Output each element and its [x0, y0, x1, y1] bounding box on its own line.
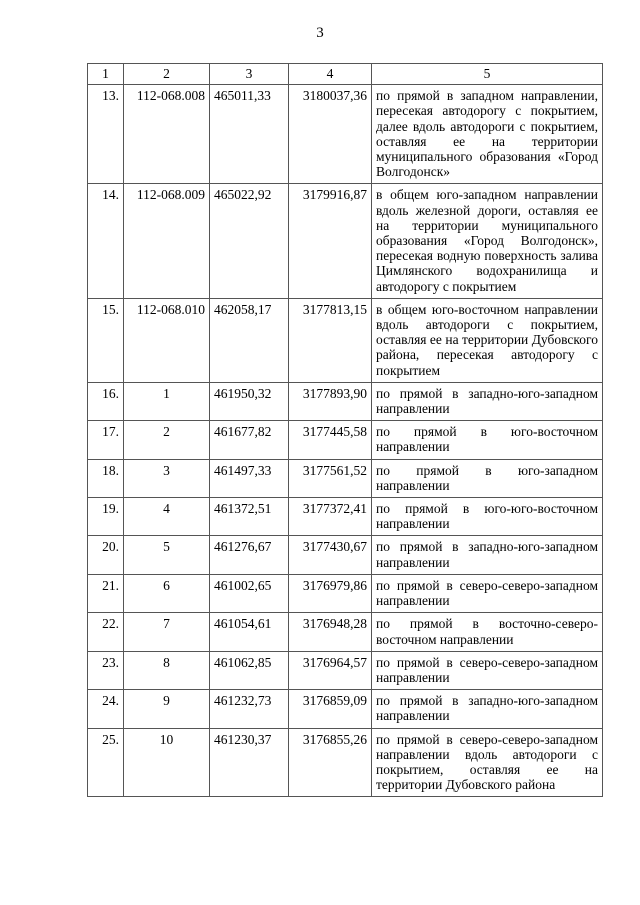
column-header: 3 — [210, 64, 289, 85]
description-cell: по прямой в западно-юго-западном направлении — [372, 382, 603, 420]
point-id-cell: 4 — [124, 498, 210, 536]
description-cell: по прямой в северо-северо-западном направлении — [372, 574, 603, 612]
point-id-cell: 10 — [124, 728, 210, 797]
table-row — [88, 498, 603, 536]
row-number-cell: 22. — [88, 613, 124, 651]
point-id-cell: 8 — [124, 651, 210, 689]
point-id-cell: 112-068.009 — [124, 184, 210, 298]
table-row — [88, 613, 603, 651]
point-id-cell: 2 — [124, 421, 210, 459]
description-cell: по прямой в юго-юго-восточном направлении — [372, 498, 603, 536]
x-coordinate-cell: 461372,51 — [210, 498, 289, 536]
y-coordinate-cell: 3179916,87 — [289, 184, 372, 298]
y-coordinate-cell: 3177372,41 — [289, 498, 372, 536]
y-coordinate-cell: 3176979,86 — [289, 574, 372, 612]
x-coordinate-cell: 461497,33 — [210, 459, 289, 497]
table-row — [88, 651, 603, 689]
table-row — [88, 574, 603, 612]
x-coordinate-cell: 462058,17 — [210, 298, 289, 382]
point-id-cell: 112-068.010 — [124, 298, 210, 382]
x-coordinate-cell: 461054,61 — [210, 613, 289, 651]
point-id-cell: 3 — [124, 459, 210, 497]
description-cell: по прямой в юго-восточном направлении — [372, 421, 603, 459]
column-header: 4 — [289, 64, 372, 85]
table-row — [88, 298, 603, 382]
y-coordinate-cell: 3177561,52 — [289, 459, 372, 497]
description-cell: по прямой в юго-западном направлении — [372, 459, 603, 497]
y-coordinate-cell: 3180037,36 — [289, 85, 372, 184]
y-coordinate-cell: 3177445,58 — [289, 421, 372, 459]
page-number: 3 — [316, 25, 324, 41]
row-number-cell: 17. — [88, 421, 124, 459]
row-number-cell: 18. — [88, 459, 124, 497]
table-header-row — [88, 64, 603, 85]
description-cell: по прямой в северо-северо-западном направлении вдоль автодороги с покрытием, оставляя ее на территории Дубовского района — [372, 728, 603, 797]
y-coordinate-cell: 3176855,26 — [289, 728, 372, 797]
table-row — [88, 85, 603, 184]
row-number-cell: 16. — [88, 382, 124, 420]
table-row — [88, 459, 603, 497]
row-number-cell: 25. — [88, 728, 124, 797]
point-id-cell: 5 — [124, 536, 210, 574]
x-coordinate-cell: 461276,67 — [210, 536, 289, 574]
point-id-cell: 9 — [124, 690, 210, 728]
column-header: 5 — [372, 64, 603, 85]
y-coordinate-cell: 3177893,90 — [289, 382, 372, 420]
x-coordinate-cell: 461230,37 — [210, 728, 289, 797]
description-cell: по прямой в северо-северо-западном направлении — [372, 651, 603, 689]
point-id-cell: 1 — [124, 382, 210, 420]
y-coordinate-cell: 3176948,28 — [289, 613, 372, 651]
x-coordinate-cell: 461232,73 — [210, 690, 289, 728]
row-number-cell: 15. — [88, 298, 124, 382]
column-header: 1 — [88, 64, 124, 85]
row-number-cell: 14. — [88, 184, 124, 298]
row-number-cell: 20. — [88, 536, 124, 574]
x-coordinate-cell: 461002,65 — [210, 574, 289, 612]
y-coordinate-cell: 3177430,67 — [289, 536, 372, 574]
x-coordinate-cell: 461062,85 — [210, 651, 289, 689]
row-number-cell: 13. — [88, 85, 124, 184]
description-cell: по прямой в западно-юго-западном направлении — [372, 690, 603, 728]
point-id-cell: 6 — [124, 574, 210, 612]
y-coordinate-cell: 3176859,09 — [289, 690, 372, 728]
point-id-cell: 112-068.008 — [124, 85, 210, 184]
table-row — [88, 536, 603, 574]
row-number-cell: 21. — [88, 574, 124, 612]
description-cell: по прямой в восточно-северо-восточном направлении — [372, 613, 603, 651]
x-coordinate-cell: 465011,33 — [210, 85, 289, 184]
boundary-description-table — [87, 63, 603, 797]
description-cell: в общем юго-западном направлении вдоль железной дороги, оставляя ее на территории муниципального образования «Город Волгодонск», пересекая водную поверхность залива Цимлянского водохранилища и автодорогу с покрытием — [372, 184, 603, 298]
description-cell: по прямой в западном направлении, пересекая автодорогу с покрытием, далее вдоль автодороги с покрытием, оставляя ее на территории муниципального образования «Город Волгодонск» — [372, 85, 603, 184]
x-coordinate-cell: 461677,82 — [210, 421, 289, 459]
row-number-cell: 23. — [88, 651, 124, 689]
table-row — [88, 421, 603, 459]
y-coordinate-cell: 3177813,15 — [289, 298, 372, 382]
column-header: 2 — [124, 64, 210, 85]
table-row — [88, 728, 603, 797]
table-row — [88, 184, 603, 298]
table-row — [88, 690, 603, 728]
description-cell: в общем юго-восточном направлении вдоль автодороги с покрытием, оставляя ее на территории Дубовского района, пересекая автодорогу с покрытием — [372, 298, 603, 382]
row-number-cell: 24. — [88, 690, 124, 728]
x-coordinate-cell: 461950,32 — [210, 382, 289, 420]
y-coordinate-cell: 3176964,57 — [289, 651, 372, 689]
row-number-cell: 19. — [88, 498, 124, 536]
point-id-cell: 7 — [124, 613, 210, 651]
table-row — [88, 382, 603, 420]
description-cell: по прямой в западно-юго-западном направлении — [372, 536, 603, 574]
x-coordinate-cell: 465022,92 — [210, 184, 289, 298]
